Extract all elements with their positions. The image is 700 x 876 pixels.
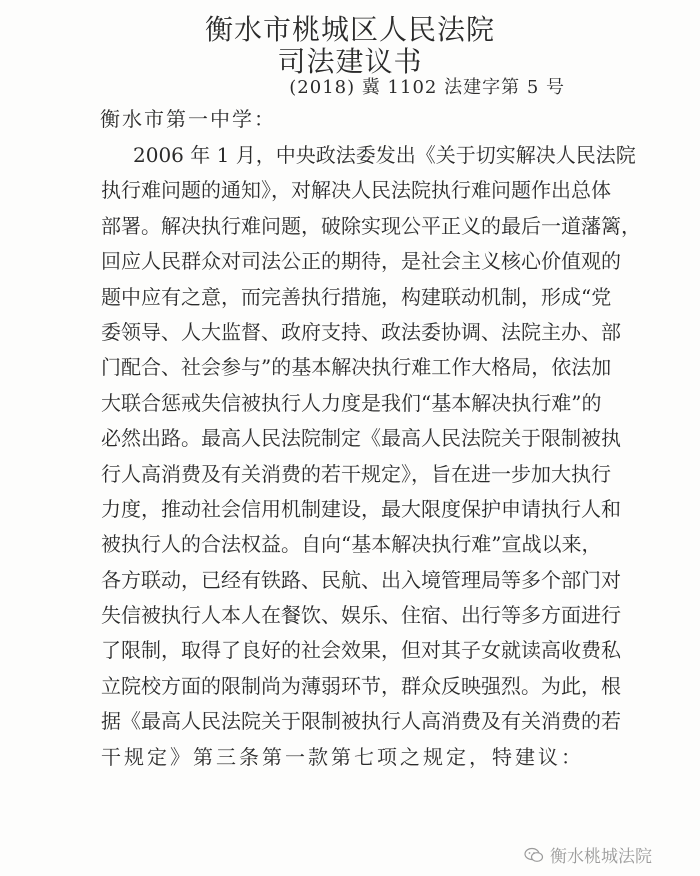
body-line: 行人高消费及有关消费的若干规定》，旨在进一步加大执行: [101, 461, 611, 486]
body-line: 题中应有之意，而完善执行措施，构建联动机制，形成“党: [101, 284, 612, 309]
reference-number: (2018) 冀 1102 法建字第 5 号: [289, 77, 565, 98]
watermark: [524, 842, 652, 867]
body-line: 立院校方面的限制尚为薄弱环节，群众反映强烈。为此，根: [101, 673, 621, 698]
body-paragraph: [101, 138, 641, 775]
body-line: 干规定》第三条第一款第七项之规定，特建议：: [101, 744, 584, 769]
watermark-text: 衡水桃城法院: [550, 847, 652, 867]
body-line: 必然出路。最高人民法院制定《最高人民法院关于限制被执: [101, 426, 621, 451]
document-subtitle: 司法建议书: [277, 45, 423, 78]
document-title: 衡水市桃城区人民法院: [204, 13, 495, 46]
body-line: 回应人民群众对司法公正的期待，是社会主义核心价值观的: [101, 249, 621, 274]
body-line: 门配合、社会参与”的基本解决执行难工作大格局，依法加: [101, 355, 612, 380]
body-line: 2006 年 1 月，中央政法委发出《关于切实解决人民法院: [133, 143, 636, 167]
body-line: 各方联动，已经有铁路、民航、出入境管理局等多个部门对: [101, 567, 621, 592]
body-line: 失信被执行人本人在餐饮、娱乐、住宿、出行等多方面进行: [101, 603, 621, 628]
body-line: 部署。解决执行难问题，破除实现公平正义的最后一道藩篱，: [101, 213, 641, 238]
wechat-icon: [524, 847, 544, 863]
body-line: 被执行人的合法权益。自向“基本解决执行难”宣战以来，: [101, 532, 602, 557]
body-line: 委领导、人大监督、政府支持、政法委协调、法院主办、部: [101, 319, 621, 344]
salutation: 衡水市第一中学：: [100, 107, 276, 131]
body-line: 力度，推动社会信用机制建设，最大限度保护申请执行人和: [101, 496, 621, 521]
body-line: 大联合惩戒失信被执行人力度是我们“基本解决执行难”的: [101, 390, 602, 415]
body-line: 执行难问题的通知》，对解决人民法院执行难问题作出总体: [101, 178, 611, 203]
body-line: 据《最高人民法院关于限制被执行人高消费及有关消费的若: [101, 709, 621, 734]
body-line: 了限制，取得了良好的社会效果，但对其子女就读高收费私: [101, 638, 621, 663]
